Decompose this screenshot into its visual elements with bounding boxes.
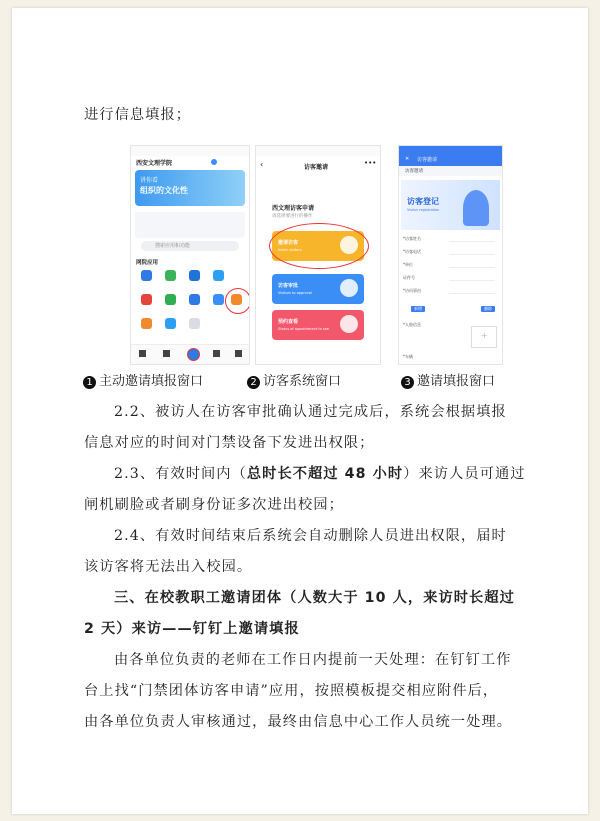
caption-1: 1 主动邀请填报窗口 [83,370,203,389]
app-icon[interactable] [141,270,152,281]
header-title: 访客邀请 [417,157,438,163]
form-field-label: *访客姓名 [403,236,421,241]
app-icon[interactable] [141,318,152,329]
tab-icon[interactable] [163,350,170,357]
option-card[interactable] [272,310,364,340]
paragraph-line: 2.2、被访人在访客审批确认通过完成后，系统会根据填报 [114,404,507,420]
tab-bar [131,344,249,365]
option-sublabel: Invite visitors [278,248,302,252]
search-input[interactable] [141,241,239,251]
photo-upload[interactable] [471,326,497,348]
paragraph-line: 闸机刷脸或者刷身份证多次进出校园； [84,497,344,513]
caption-3: 3 邀请填报窗口 [401,370,495,389]
workbench-tab-icon[interactable] [187,348,200,361]
screenshot-main-app [130,145,250,365]
person-illustration [463,190,489,226]
form-field-input[interactable] [449,276,495,281]
app-icon[interactable] [213,270,224,281]
paragraph-line: 台上找“门禁团体访客申请”应用，按照模板提交相应附件后， [84,683,499,699]
caption-2: 2 访客系统窗口 [247,370,341,389]
highlight-circle [225,288,250,314]
option-sublabel: Visitors to approval [278,291,312,295]
form-field-input[interactable] [449,263,495,268]
heading: 西文理访客申请 [272,205,315,212]
app-icon[interactable] [165,294,176,305]
back-icon[interactable]: ‹ [260,160,264,169]
avatar-icon [340,315,358,333]
form-field-input[interactable] [449,250,495,255]
banner-title: 访客登记 [407,197,439,206]
header-bar [399,146,502,166]
app-icon[interactable] [189,318,200,329]
option-label: 预约查看 [278,319,299,325]
form-field-label: *访问事由 [403,288,421,293]
tab-strip [399,166,502,176]
bold-time-limit: 总时长不超过 48 小时 [246,466,404,482]
banner [401,180,500,230]
app-icon[interactable] [189,294,200,305]
document-page [12,8,588,814]
app-icon[interactable] [141,294,152,305]
form-field-label: 证件号 [403,275,415,280]
app-icon[interactable] [189,270,200,281]
section-label: 网院应用 [136,260,159,266]
last-field-label: *车辆 [403,354,413,359]
option-card[interactable] [272,274,364,304]
paragraph-line: 信息对应的时间对门禁设备下发进出权限； [84,435,375,451]
option-label: 邀请访客 [278,240,299,246]
status-bar [131,146,249,156]
form-field-label: *访客电话 [403,249,421,254]
section-heading: 三、在校教职工邀请团体（人数大于 10 人，来访时长超过 [114,590,515,606]
tab-icon[interactable] [235,350,242,357]
banner-line2: 组织的文化性 [140,186,188,195]
tab-label[interactable]: 访客邀请 [405,169,423,174]
paragraph-line: 由各单位负责人审核通过，最终由信息中心工作人员统一处理。 [84,714,513,730]
option-sublabel: Status of appointment to see [278,327,330,331]
close-icon[interactable]: ✕ [405,156,410,162]
photo-label: *人脸信息 [403,322,421,327]
avatar-icon [340,279,358,297]
tab-icon[interactable] [139,350,146,357]
plus-icon: + [481,331,488,340]
form-field-input[interactable] [449,289,495,294]
app-icon[interactable] [165,318,176,329]
option-label: 访客审批 [278,283,299,289]
paragraph-line: 由各单位负责的老师在工作日内提前一天处理：在钉钉工作 [114,652,512,668]
form-field-label: *单位 [403,262,413,267]
paragraph-line: 2.3、有效时间内（总时长不超过 48 小时）来访人员可通过 [114,466,526,482]
app-icon[interactable] [213,294,224,305]
app-icon[interactable] [165,270,176,281]
status-bar [256,146,380,156]
banner[interactable] [135,170,245,206]
subheading: 请选择要进行的操作 [272,214,313,219]
window-title: 访客邀请 [304,164,329,171]
add-button[interactable]: 新增 [411,306,425,312]
search-placeholder: 搜索应用和功能 [155,243,191,249]
paragraph-line: 该访客将无法出入校园。 [84,559,253,575]
tab-icon[interactable] [213,350,220,357]
schedule-card[interactable] [135,212,245,238]
paragraph-line: 2.4、有效时间结束后系统会自动删除人员进出权限，届时 [114,528,507,544]
more-icon[interactable]: ••• [364,159,377,167]
bell-icon[interactable] [211,159,217,165]
section-heading: 2 天）来访——钉钉上邀请填报 [84,621,300,637]
highlight-circle [269,223,369,269]
screenshot-invite-form [398,145,503,365]
form-field-input[interactable] [449,237,495,242]
intro-line: 进行信息填报； [84,107,192,123]
banner-line1: 讲你看 [140,177,159,184]
banner-subtitle: Visitor registration [407,208,440,212]
school-name[interactable]: 西安文理学院 [136,160,173,167]
screenshot-visitor-system [255,145,381,365]
delete-button[interactable]: 删除 [481,306,495,312]
